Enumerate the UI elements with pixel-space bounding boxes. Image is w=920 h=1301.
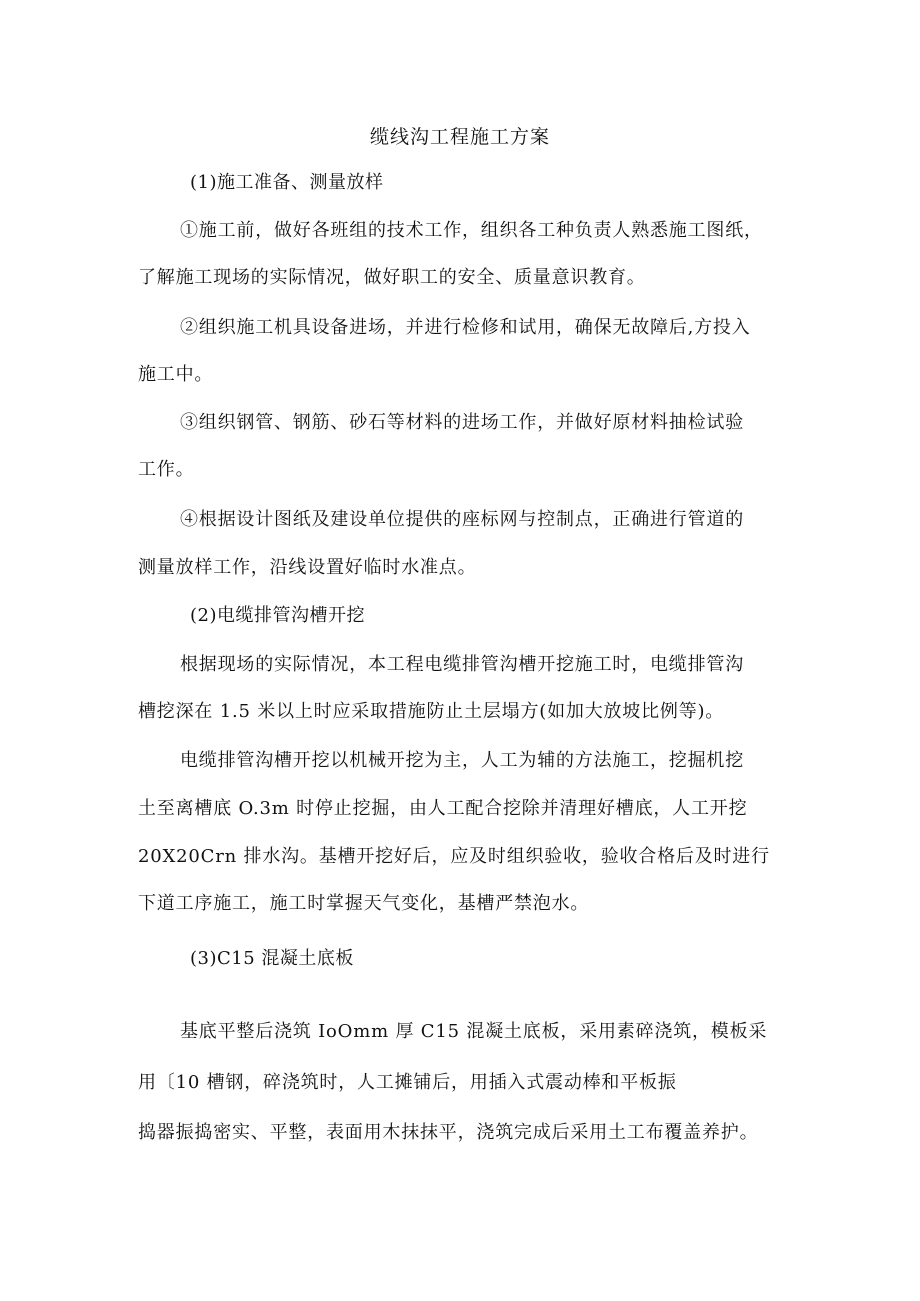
paragraph-line: 电缆排管沟槽开挖以机械开挖为主，人工为辅的方法施工，挖掘机挖 [180,750,744,771]
paragraph-line: 20X20Crn 排水沟。基槽开挖好后，应及时组织验收，验收合格后及时进行 [138,846,770,867]
paragraph-line: ④根据设计图纸及建设单位提供的座标网与控制点，正确进行管道的 [180,509,744,530]
section-1-heading: (1)施工准备、测量放样 [190,172,384,193]
paragraph-line: 用〔10 槽钢，碎浇筑时，人工摊铺后，用插入式震动棒和平板振 [138,1072,677,1093]
paragraph-line: 施工中。 [138,364,214,385]
paragraph-line: 下道工序施工，施工时掌握天气变化，基槽严禁泡水。 [138,893,590,914]
paragraph-line: 捣器振捣密实、平整，表面用木抹抹平，浇筑完成后采用土工布覆盖养护。 [138,1122,759,1143]
paragraph-line: 了解施工现场的实际情况，做好职工的安全、质量意识教育。 [138,267,646,288]
paragraph-line: 工作。 [138,459,195,480]
paragraph-line: 槽挖深在 1.5 米以上时应采取措施防止土层塌方(如加大放坡比例等)。 [138,701,725,722]
paragraph-line: 基底平整后浇筑 IoOmm 厚 C15 混凝土底板，采用素碎浇筑，模板采 [180,1021,768,1042]
paragraph-line: ③组织钢管、钢筋、砂石等材料的进场工作，并做好原材料抽检试验 [180,412,744,433]
section-3-heading: (3)C15 混凝土底板 [190,948,354,969]
paragraph-line: 测量放样工作，沿线设置好临时水准点。 [138,557,477,578]
paragraph-line: ②组织施工机具设备进场，并进行检修和试用，确保无故障后,方投入 [180,317,751,338]
section-2-heading: (2)电缆排管沟槽开挖 [190,605,365,626]
paragraph-line: 根据现场的实际情况，本工程电缆排管沟槽开挖施工时，电缆排管沟 [180,654,744,675]
document-title: 缆线沟工程施工方案 [369,126,550,148]
paragraph-line: ①施工前，做好各班组的技术工作，组织各工种负责人熟悉施工图纸， [180,220,763,241]
paragraph-line: 土至离槽底 O.3m 时停止挖掘，由人工配合挖除并清理好槽底，人工开挖 [138,798,748,819]
